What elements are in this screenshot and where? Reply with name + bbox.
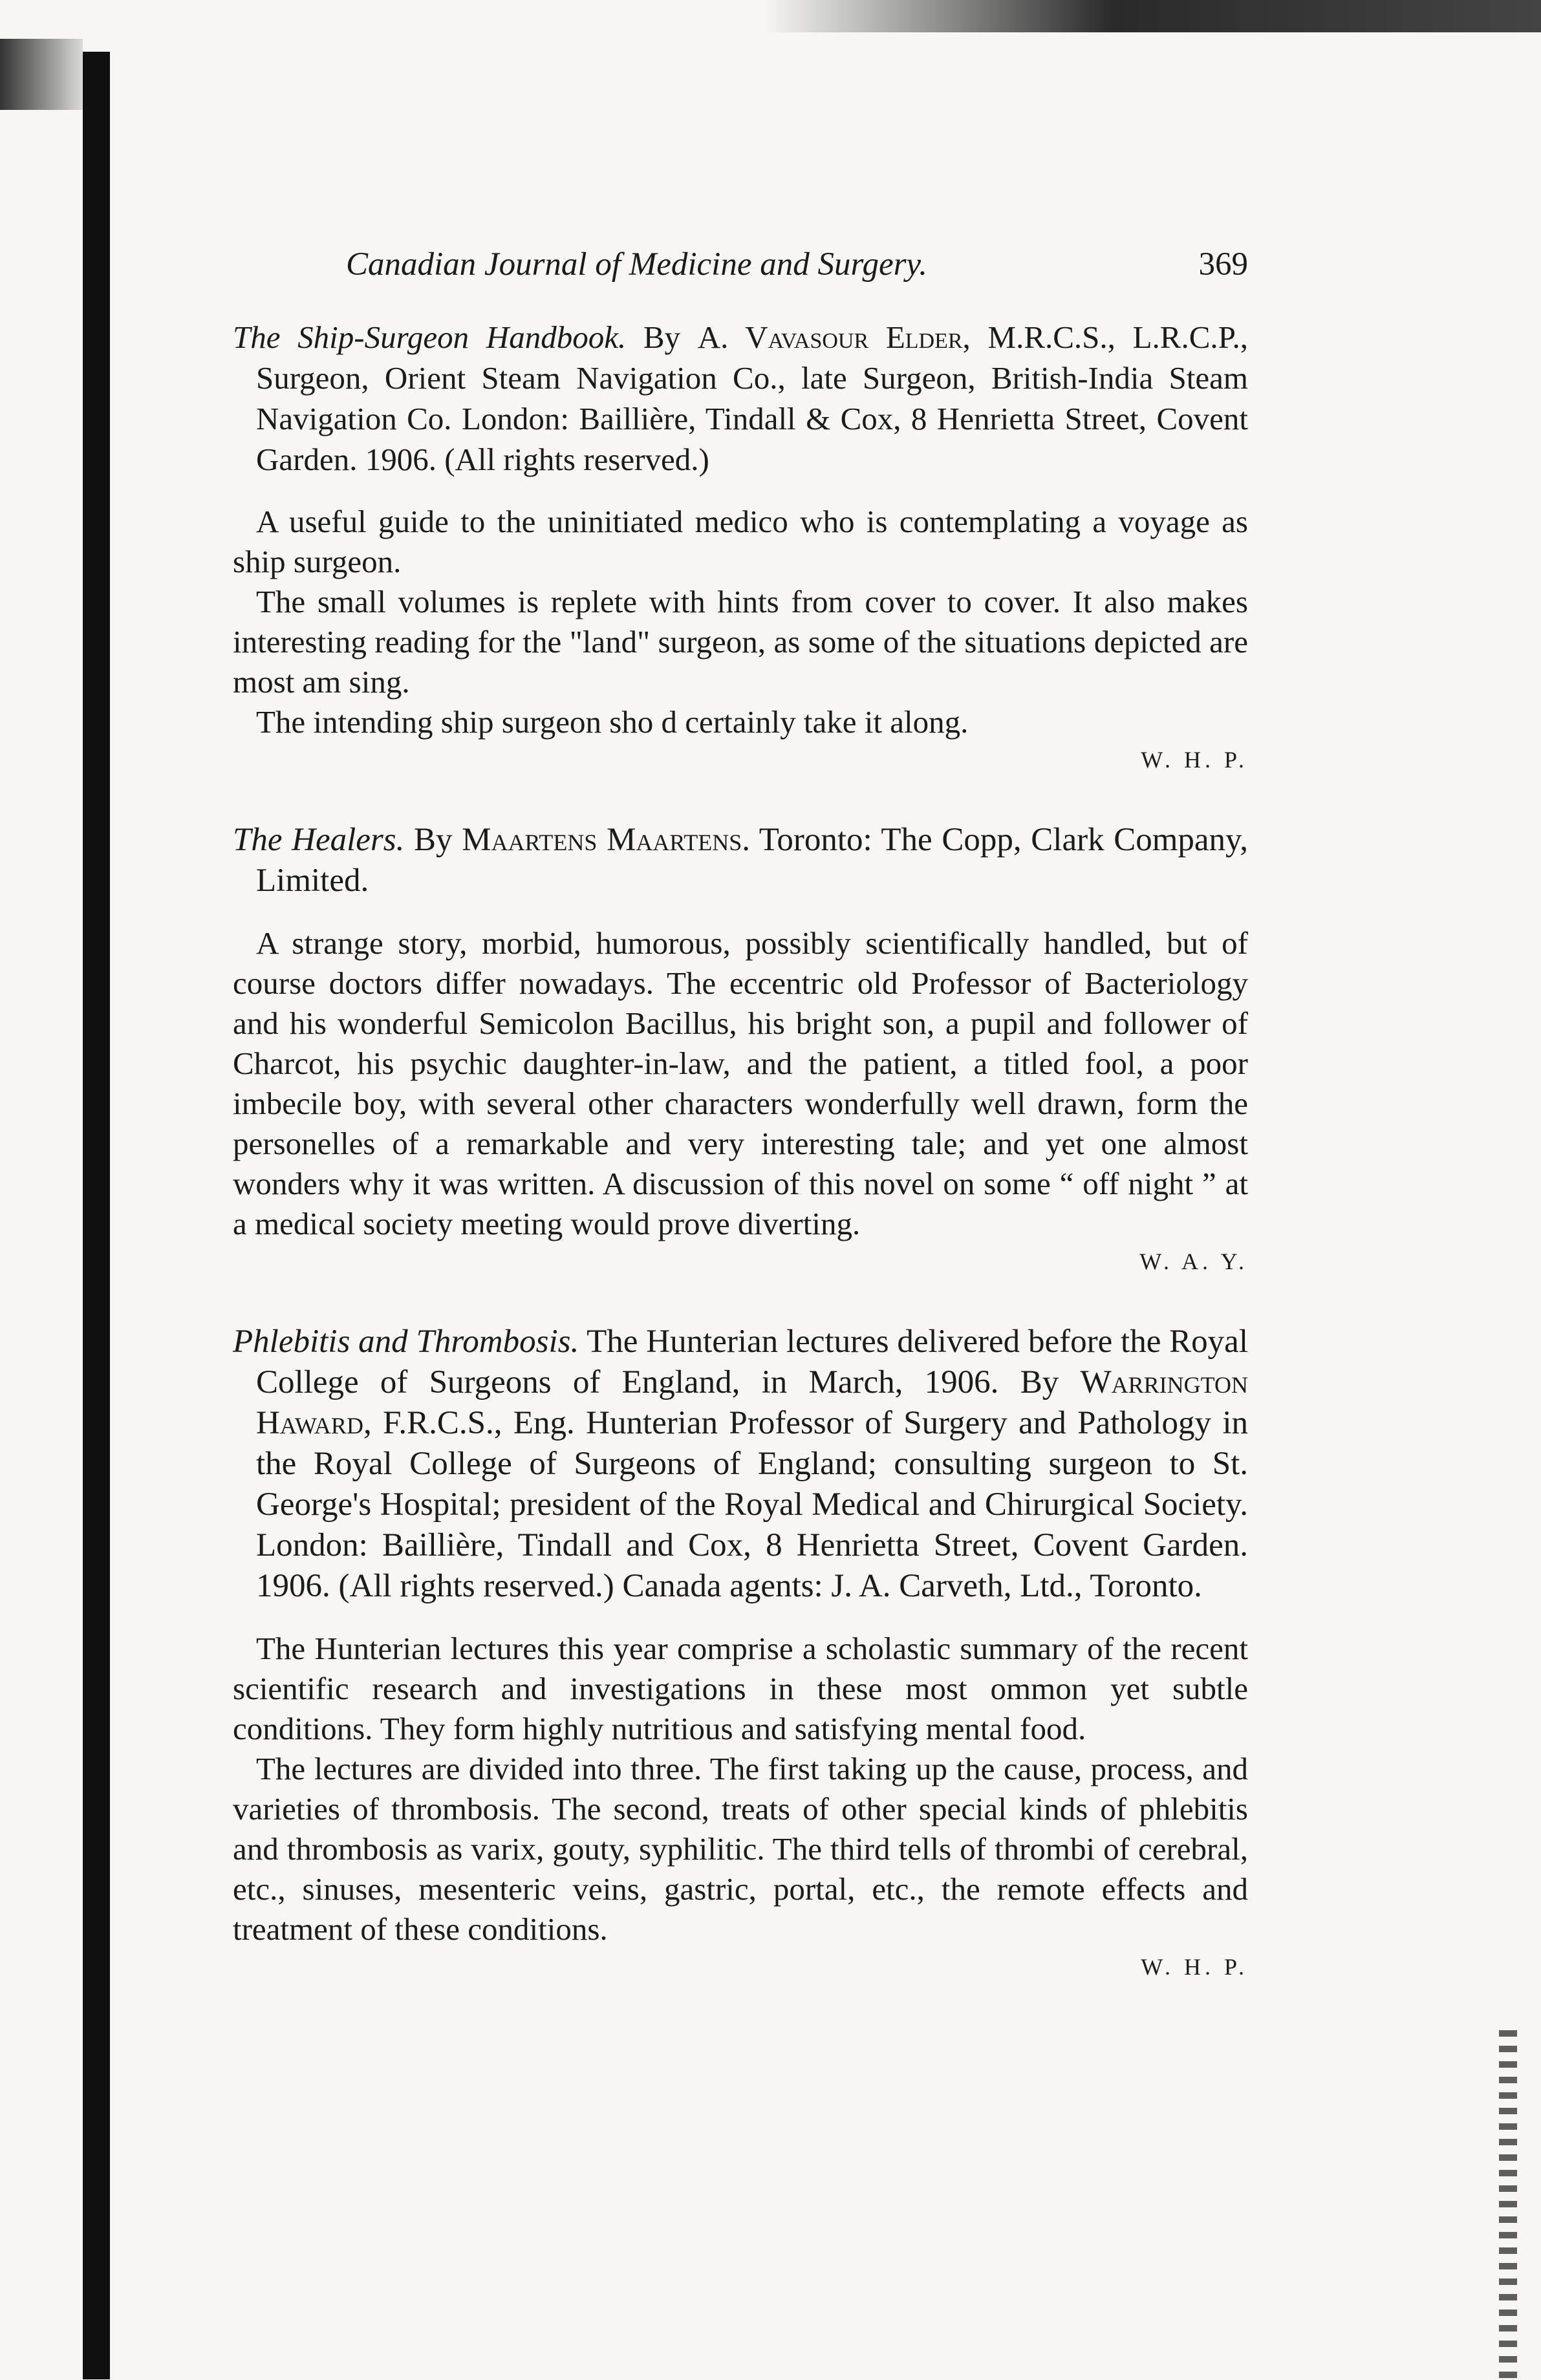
page-number: 369 (1198, 246, 1248, 283)
review-ship-surgeon (233, 317, 1248, 776)
scan-right-marks (1499, 2030, 1517, 2379)
author-name: A. Vavasour Elder, (697, 319, 971, 355)
citation (233, 1322, 1248, 1607)
review-paragraph: The lectures are divided into three. The first taking up the cause, process, and varieties of thrombosis. The second, treats of other special kinds of phlebitis and thrombosis as varix, gouty, syphilitic. The third tells of thrombi of cerebral, etc., sinuses, mesenteric veins, gastric, portal, etc., the remote effects and treatment of these conditions. (233, 1751, 1248, 1947)
book-title: Phlebitis and Thrombosis. (233, 1324, 579, 1360)
review-paragraph: The small volumes is replete with hints from cover to cover. It also makes interesting reading for the "land" surgeon, as some of the situations depicted are most am sing. (233, 584, 1248, 700)
review-paragraph: The Hunterian lectures this year comprise a scholastic summary of the recent scientific research and investigations in these most ommon yet subtle conditions. They form highly nutritious and satisfying mental food. (233, 1631, 1248, 1746)
reviewer-signature: W. H. P. (1141, 1954, 1248, 1980)
pre-author-text: The Hunterian lectures delivered before the Royal College of Surgeons of England, in March, 1906. By (256, 1324, 1248, 1400)
review-body (233, 923, 1248, 1244)
review-body (233, 1629, 1248, 1949)
page (233, 246, 1248, 1983)
citation (233, 317, 1248, 480)
binding-spine (83, 52, 110, 2379)
review-the-healers (233, 820, 1248, 1278)
running-head (233, 246, 1248, 304)
author-name: Warrington Haward, (256, 1364, 1248, 1441)
author-name: Maartens Maartens. (462, 822, 751, 858)
review-paragraph: A strange story, morbid, humorous, possibly scientifically handled, but of course doctors differ nowadays. The eccentric old Professor of Bacteriology and his wonderful Semicolon Bacillus, his bright son, a pupil and follower of Charcot, his psychic daughter-in-law, and the patient, a titled fool, a poor imbecile boy, with several other characters wonderfully well drawn, form the personelles of a remarkable and very interesting tale; and yet one almost wonders why it was written. A discussion of this novel on some “ off night ” at a medical society meeting would prove diverting. (233, 925, 1248, 1241)
by-word: By (414, 822, 453, 858)
review-body (233, 502, 1248, 742)
book-title: The Healers. (233, 822, 405, 858)
journal-title: Canadian Journal of Medicine and Surgery. (346, 246, 927, 283)
book-title: The Ship-Surgeon Handbook. (233, 319, 627, 355)
review-paragraph: A useful guide to the uninitiated medico who is contemplating a voyage as ship surgeon. (233, 504, 1248, 579)
citation (233, 820, 1248, 901)
publication-details: F.R.C.S., Eng. Hunterian Professor of Surgery and Pathology in the Royal College of Surgeons of England; consulting surgeon to St. George's Hospital; president of the Royal Medical and Chirurgical Society. London: Baillière, Tindall and Cox, 8 Henrietta Street, Covent Garden. 1906. (All rights reserved.) Canada agents: J. A. Carveth, Ltd., Toronto. (256, 1405, 1248, 1604)
reviewer-signature: W. H. P. (1141, 747, 1248, 773)
publication-details: M.R.C.S., L.R.C.P., Surgeon, Orient Steam Navigation Co., late Surgeon, British-India Steam Navigation Co. London: Baillière, Tindall & Cox, 8 Henrietta Street, Covent Garden. 1906. (All rights reserved.) (256, 319, 1248, 477)
review-paragraph: The intending ship surgeon sho d certainly take it along. (256, 704, 969, 740)
review-phlebitis-thrombosis (233, 1322, 1248, 1983)
publication-details: Toronto: The Copp, Clark Company, Limited. (256, 822, 1248, 899)
scan-edge-shadow (0, 39, 83, 110)
scan-top-border (763, 0, 1541, 32)
by-word: By (643, 319, 681, 355)
reviewer-signature: W. A. Y. (1139, 1249, 1248, 1274)
